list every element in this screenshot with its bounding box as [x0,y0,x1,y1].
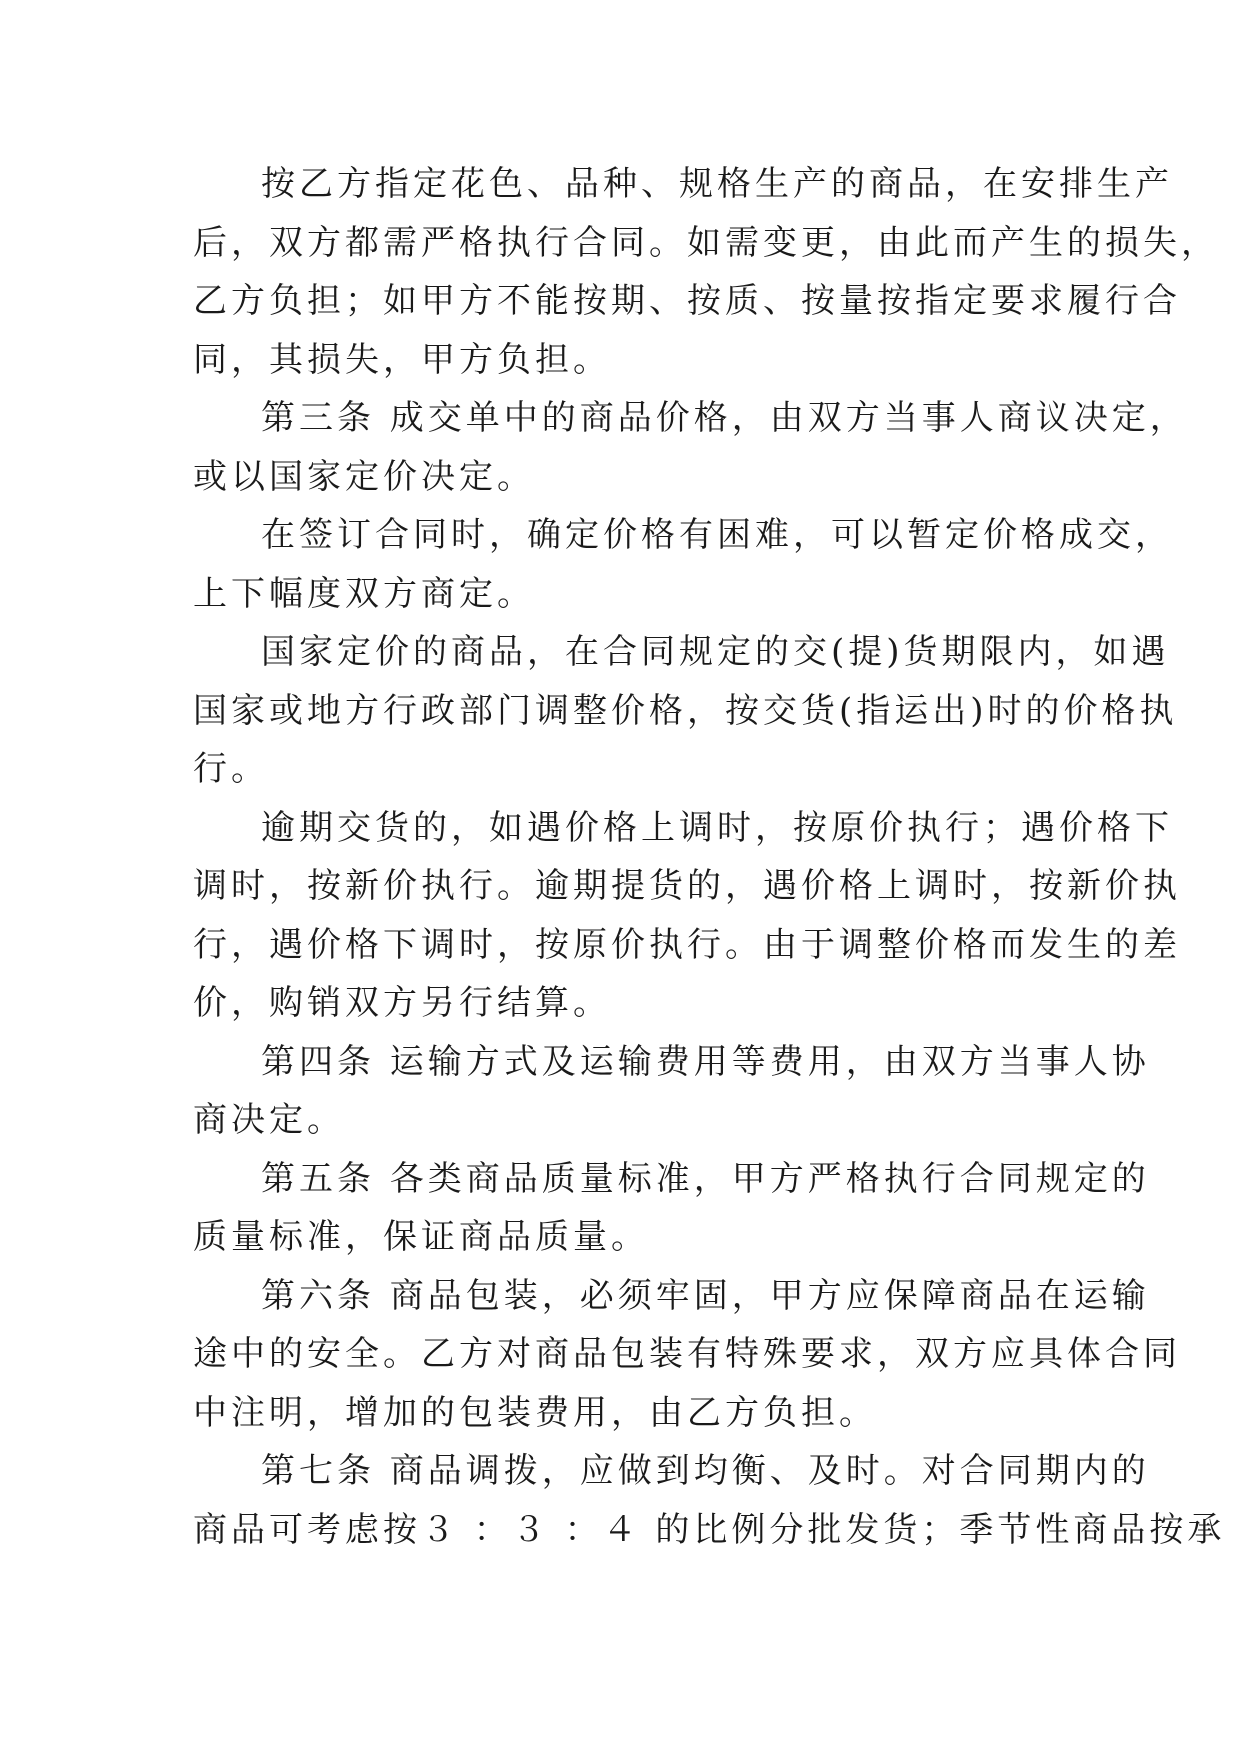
paragraph-line: 国家或地方行政部门调整价格，按交货(指运出)时的价格执 [193,690,1178,731]
paragraph-line: 行。 [193,749,269,789]
paragraph-line: 行，遇价格下调时，按原价执行。由于调整价格而发生的差 [193,924,1181,965]
paragraph-line: 或以国家定价决定。 [193,456,535,497]
paragraph-first-line: 第五条 各类商品质量标准，甲方严格执行合同规定的 [261,1158,1150,1199]
paragraph-line: 商品可考虑按３ ：３ ：４ 的比例分批发货；季节性商品按承 [193,1509,1226,1550]
paragraph-line: 商决定。 [193,1100,345,1140]
paragraph-first-line: 第三条 成交单中的商品价格，由双方当事人商议决定， [261,398,1188,438]
paragraph-line: 途中的安全。乙方对商品包装有特殊要求，双方应具体合同 [193,1334,1181,1374]
paragraph-first-line: 国家定价的商品，在合同规定的交(提)货期限内，如遇 [261,632,1170,672]
paragraph-first-line: 在签订合同时，确定价格有困难，可以暂定价格成交， [261,515,1173,555]
paragraph-first-line: 第六条 商品包装，必须牢固，甲方应保障商品在运输 [261,1275,1150,1316]
paragraph-line: 质量标准，保证商品质量。 [193,1217,649,1257]
document-body [193,155,1226,1559]
paragraph-first-line: 第四条 运输方式及运输费用等费用，由双方当事人协 [261,1041,1150,1082]
paragraph-line: 价，购销双方另行结算。 [193,983,611,1023]
paragraph-line: 同，其损失，甲方负担。 [193,339,611,380]
paragraph-line: 上下幅度双方商定。 [193,573,535,614]
paragraph-first-line: 逾期交货的，如遇价格上调时，按原价执行；遇价格下 [261,807,1173,848]
paragraph-first-line: 第七条 商品调拨，应做到均衡、及时。对合同期内的 [261,1451,1150,1491]
paragraph-first-line: 按乙方指定花色、品种、规格生产的商品，在安排生产 [261,164,1173,204]
paragraph-line: 中注明，增加的包装费用，由乙方负担。 [193,1392,877,1433]
paragraph-line: 乙方负担；如甲方不能按期、按质、按量按指定要求履行合 [193,281,1181,321]
paragraph-line: 后，双方都需严格执行合同。如需变更，由此而产生的损失， [193,222,1219,263]
paragraph-line: 调时，按新价执行。逾期提货的，遇价格上调时，按新价执 [193,866,1181,906]
